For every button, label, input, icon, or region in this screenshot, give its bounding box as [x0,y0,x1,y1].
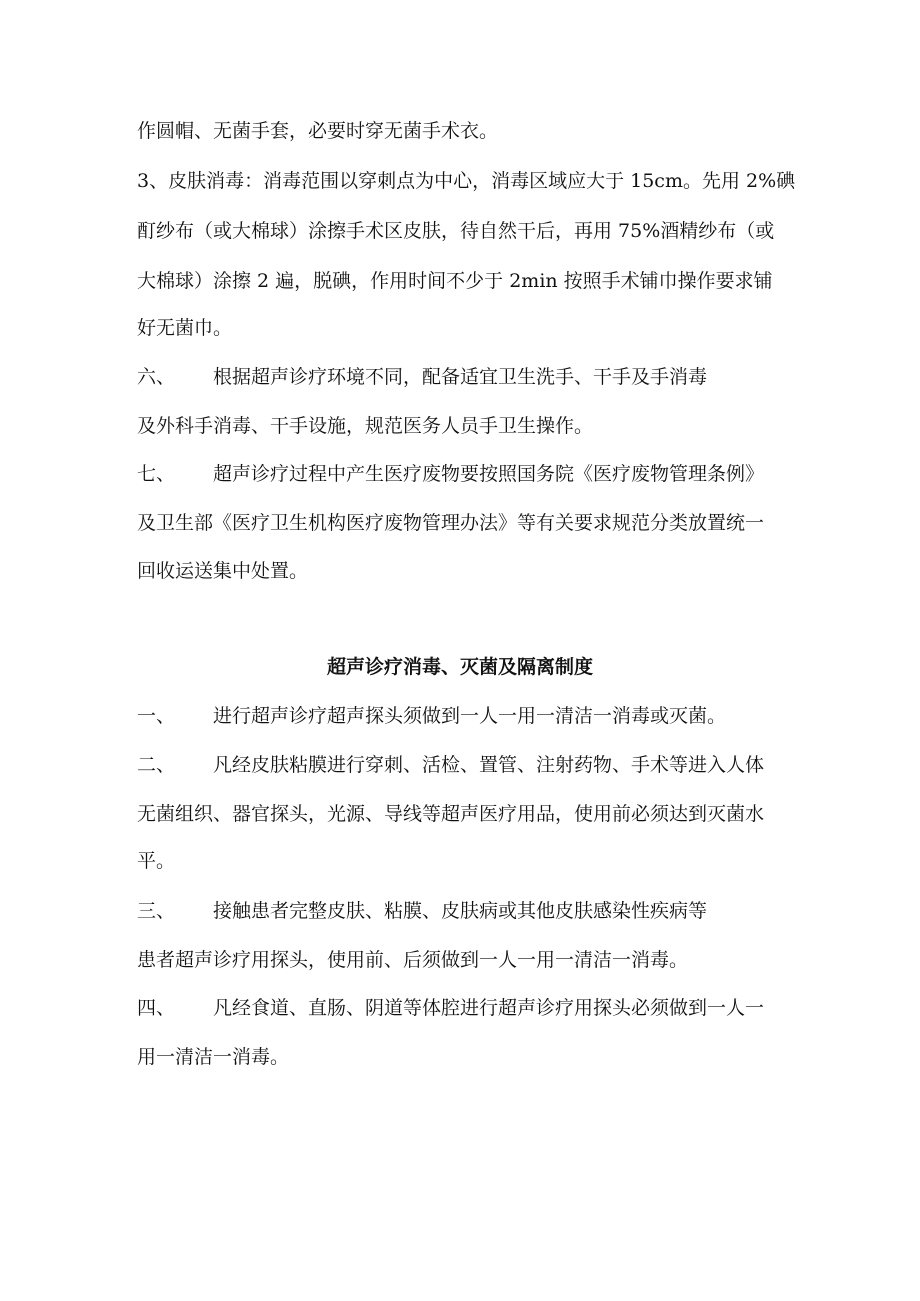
paragraph-line: 回收运送集中处置。 [137,560,309,582]
paragraph-line: 平。 [137,850,176,872]
list-text: 接触患者完整皮肤、粘膜、皮肤病或其他皮肤感染性疾病等 [213,900,708,922]
paragraph-line: 大棉球）涂擦 2 遍，脱碘，作用时间不少于 2min 按照手术铺巾操作要求铺 [137,270,773,292]
list-number: 一、 [137,705,176,727]
paragraph-line: 用一清洁一消毒。 [137,1046,290,1068]
list-number: 二、 [137,754,176,776]
paragraph-line: 患者超声诊疗用探头，使用前、后须做到一人一用一清洁一消毒。 [137,949,689,971]
list-number: 七、 [137,463,176,485]
list-text: 超声诊疗过程中产生医疗废物要按照国务院《医疗废物管理条例》 [213,463,765,485]
paragraph-line: 好无菌巾。 [137,317,233,339]
list-item-4 [137,995,764,1021]
list-item-1 [137,703,726,729]
list-text: 凡经皮肤粘膜进行穿刺、活检、置管、注射药物、手术等进入人体 [213,754,765,776]
list-number: 四、 [137,997,176,1019]
list-text: 凡经食道、直肠、阴道等体腔进行超声诊疗用探头必须做到一人一 [213,997,765,1019]
list-item-3 [137,898,707,924]
list-item-6 [137,364,707,390]
paragraph-line: 酊纱布（或大棉球）涂擦手术区皮肤，待自然干后，再用 75%酒精纱布（或 [137,220,775,242]
paragraph-line: 无菌组织、器官探头，光源、导线等超声医疗用品，使用前必须达到灭菌水 [137,803,765,825]
paragraph-line: 及卫生部《医疗卫生机构医疗废物管理办法》等有关要求规范分类放置统一 [137,512,765,534]
list-item-2 [137,752,764,778]
section-title: 超声诊疗消毒、灭菌及隔离制度 [326,656,593,678]
paragraph-line: 作圆帽、无菌手套，必要时穿无菌手术衣。 [137,120,499,142]
list-text: 根据超声诊疗环境不同，配备适宜卫生洗手、干手及手消毒 [213,366,708,388]
list-item-7 [137,461,764,487]
list-number: 六、 [137,366,176,388]
paragraph-line: 3、皮肤消毒：消毒范围以穿刺点为中心，消毒区域应大于 15cm。先用 2%碘 [137,170,796,192]
list-number: 三、 [137,900,176,922]
paragraph-line: 及外科手消毒、干手设施，规范医务人员手卫生操作。 [137,415,594,437]
list-text: 进行超声诊疗超声探头须做到一人一用一清洁一消毒或灭菌。 [213,705,727,727]
